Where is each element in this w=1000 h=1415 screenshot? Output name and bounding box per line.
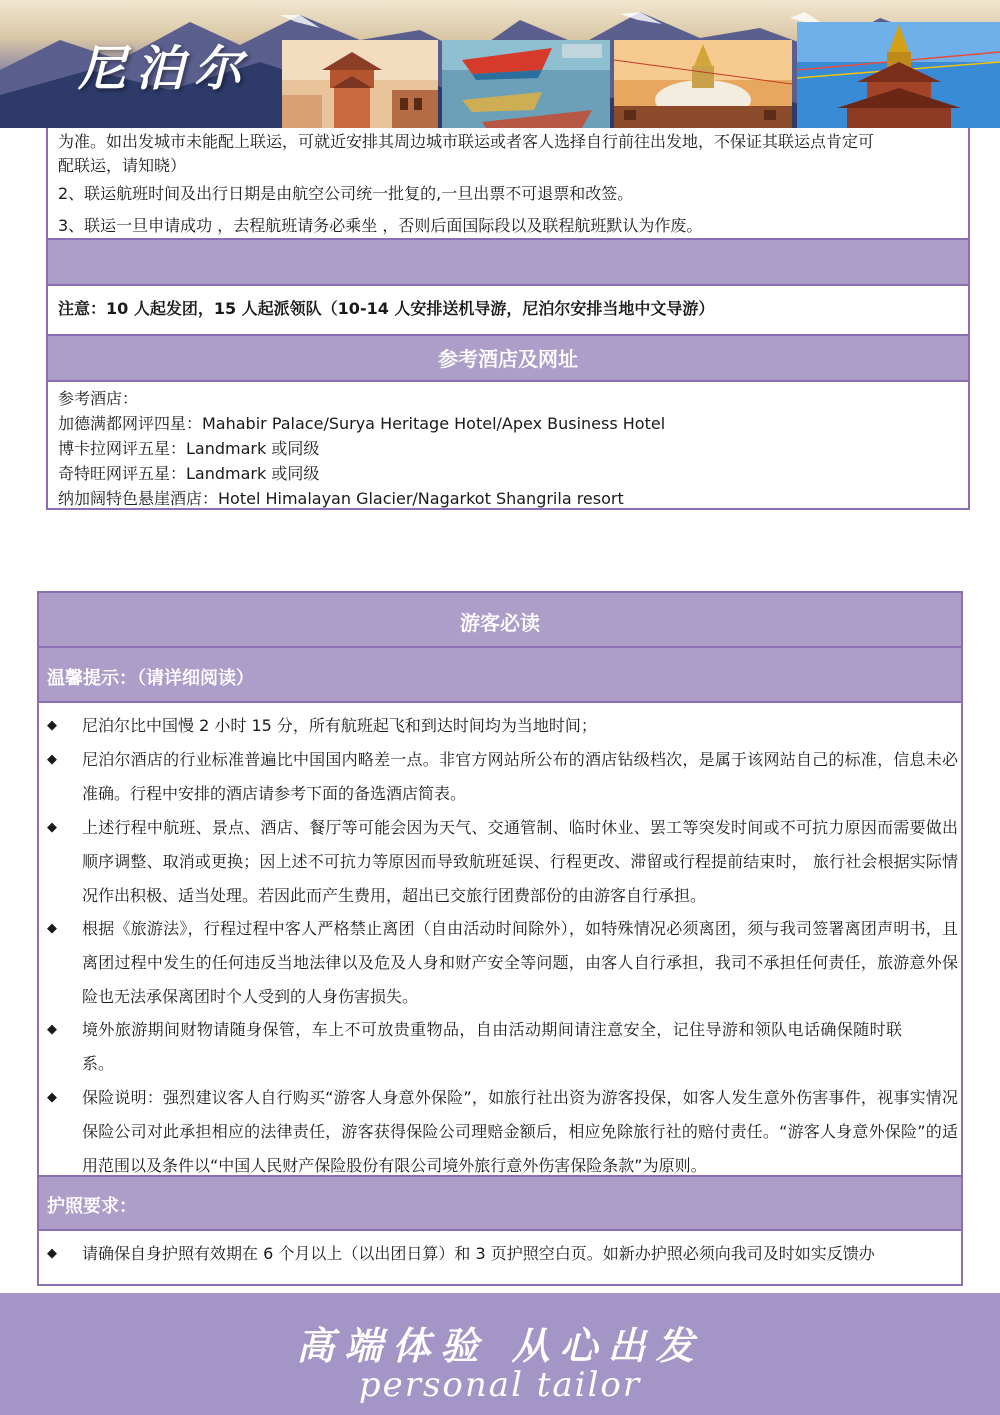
empty-section-bar <box>48 238 968 286</box>
hotel-section-title: 参考酒店及网址 <box>438 347 578 371</box>
list-item <box>47 811 958 913</box>
list-item-text: 根据《旅游法》，行程过程中客人严格禁止离团（自由活动时间除外），如特殊情况必须离团，须与我司签署离团声明书，且离团过程中发生的任何违反当地法律以及危及人身和财产安全等问题，由客人自行承担，我司不承担任何责任，旅游意外保险也无法承保离团时个人受到的人身伤害损失。 <box>82 919 958 1006</box>
list-item <box>47 1081 958 1183</box>
hotel-line: 参考酒店： <box>58 389 139 408</box>
hotel-section-bar <box>48 334 968 382</box>
header-banner <box>0 0 1000 128</box>
footer-banner <box>0 1293 1000 1415</box>
footer-subtitle: personal tailor <box>358 1365 642 1405</box>
list-item <box>47 912 958 1014</box>
list-item-text: 境外旅游期间财物请随身保管，车上不可放贵重物品，自由活动期间请注意安全，记住导游和领队电话确保随时联系。 <box>82 1020 902 1073</box>
hotel-line: 加德满都网评四星：Mahabir Palace/Surya Heritage Hotel/Apex Business Hotel <box>58 414 666 433</box>
diamond-bullet-icon: ◆ <box>47 921 57 936</box>
diamond-bullet-icon: ◆ <box>47 718 57 733</box>
text-line: 2、联运航班时间及出行日期是由航空公司统一批复的,一旦出票不可退票和改签。 <box>58 184 634 203</box>
diamond-bullet-icon: ◆ <box>47 1246 57 1261</box>
group-notice: 注意：10 人起发团，15 人起派领队（10-14 人安排送机导游，尼泊尔安排当地中文导游） <box>58 299 715 318</box>
text-line: 为准。如出发城市未能配上联运，可就近安排其周边城市联运或者客人选择自行前往出发地，不保证其联运点肯定可 <box>58 132 875 151</box>
text-line: 3、联运一旦申请成功 ，去程航班请务必乘坐 ，否则后面国际段以及联程航班默认为作废。 <box>58 216 703 235</box>
traveler-notes-title: 游客必读 <box>460 611 540 635</box>
list-item-text: 请确保自身护照有效期在 6 个月以上（以出团日算）和 3 页护照空白页。如新办护照必须向我司及时如实反馈办 <box>82 1244 875 1263</box>
diamond-bullet-icon: ◆ <box>47 820 57 835</box>
list-item-text: 尼泊尔比中国慢 2 小时 15 分，所有航班起飞和到达时间均为当地时间； <box>82 716 597 735</box>
list-item <box>47 743 958 811</box>
passport-bar <box>39 1175 961 1231</box>
flight-and-hotel-box <box>46 128 970 510</box>
hotel-line: 奇特旺网评五星：Landmark 或同级 <box>58 464 320 483</box>
page-title: 尼泊尔 <box>78 41 253 97</box>
tips-title: 温馨提示：（请详细阅读） <box>47 668 254 689</box>
traveler-notes-bar <box>39 593 961 648</box>
hotel-line: 纳加阔特色悬崖酒店：Hotel Himalayan Glacier/Nagarkot Shangrila resort <box>58 489 624 508</box>
diamond-bullet-icon: ◆ <box>47 752 57 767</box>
list-item-text: 上述行程中航班、景点、酒店、餐厅等可能会因为天气、交通管制、临时休业、罢工等突发时间或不可抗力原因而需要做出顺序调整、取消或更换；因上述不可抗力等原因而导致航班延误、行程更改、滞留或行程提前结束时， 旅行社会根据实际情况作出积极、适当处理。若因此而产生费用，超出已交旅行团费部份的由游客自行承担。 <box>82 818 958 905</box>
diamond-bullet-icon: ◆ <box>47 1022 57 1037</box>
photo-boats <box>442 40 610 128</box>
list-item <box>47 1237 953 1271</box>
list-item <box>47 709 953 743</box>
hotel-list <box>58 386 665 511</box>
photo-temple-pagoda <box>797 22 1000 128</box>
diamond-bullet-icon: ◆ <box>47 1090 57 1105</box>
hotel-line: 博卡拉网评五星：Landmark 或同级 <box>58 439 320 458</box>
text-line: 配联运，请知晓） <box>58 156 187 175</box>
tips-bar <box>39 648 961 703</box>
photo-durbar-square <box>282 40 438 128</box>
photo-boudhanath-stupa <box>614 40 792 128</box>
footer-slogan: 高端体验 从心出发 <box>296 1323 704 1368</box>
passport-title: 护照要求： <box>47 1196 137 1217</box>
traveler-notes-box <box>37 591 963 1286</box>
list-item-text: 保险说明：强烈建议客人自行购买“游客人身意外保险”，如旅行社出资为游客投保，如客人发生意外伤害事件，视事实情况保险公司对此承担相应的法律责任，游客获得保险公司理赔金额后，相应免除旅行社的赔付责任。“游客人身意外保险”的适用范围以及条件以“中国人民财产保险股份有限公司境外旅行意外伤害保险条款”为原则。 <box>82 1088 958 1175</box>
list-item <box>47 1013 953 1081</box>
list-item-text: 尼泊尔酒店的行业标准普遍比中国国内略差一点。非官方网站所公布的酒店钻级档次，是属于该网站自己的标准，信息未必准确。行程中安排的酒店请参考下面的备选酒店简表。 <box>82 750 958 803</box>
